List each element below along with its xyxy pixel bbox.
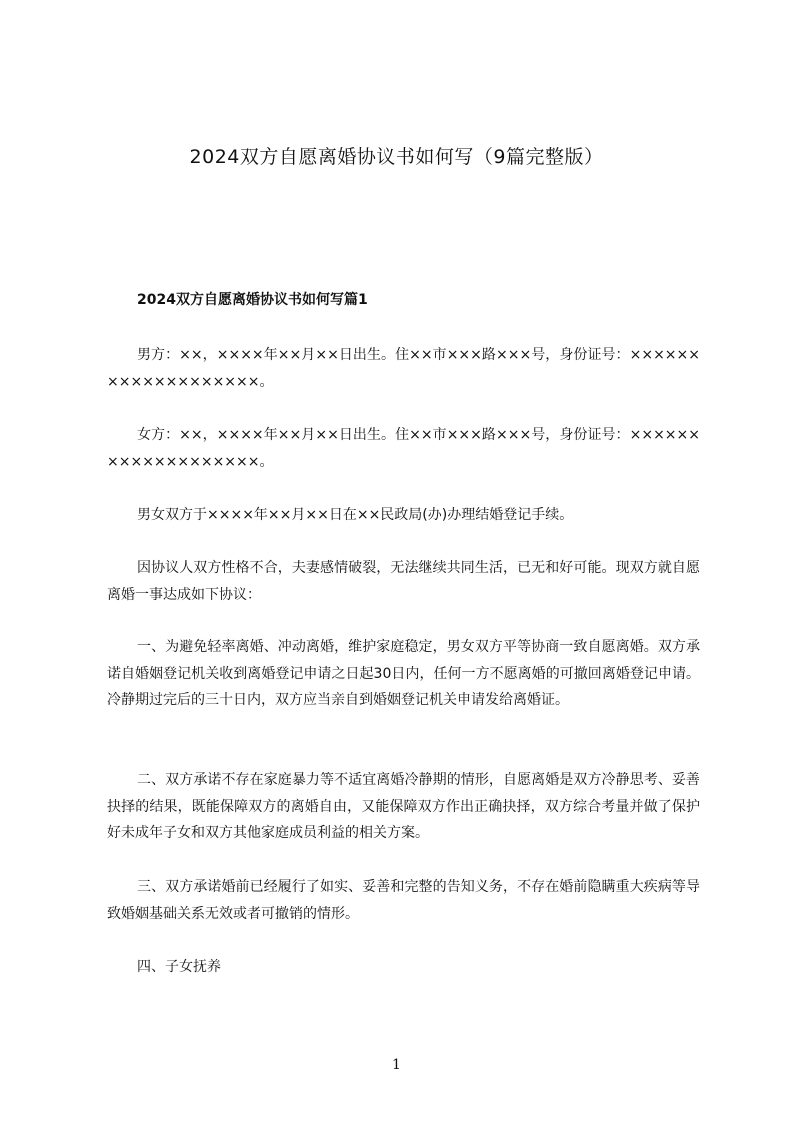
document-title: 2024双方自愿离婚协议书如何写（9篇完整版） <box>189 146 604 168</box>
paragraph-marriage-registration: 男女双方于××××年××月××日在××民政局(办)办理结婚登记手续。 <box>137 507 574 523</box>
paragraph-clause-2: 二、双方承诺不存在家庭暴力等不适宜离婚冷静期的情形，自愿离婚是双方冷静思考、妥善抉择的结果，既能保障双方的离婚自由，又能保障双方作出正确抉择，双方综合考量并做了保护好未成年子女和双方其他家庭成员利益的相关方案。 <box>107 772 700 841</box>
paragraph-clause-1: 一、为避免轻率离婚、冲动离婚，维护家庭稳定，男女双方平等协商一致自愿离婚。双方承诺自婚姻登记机关收到离婚登记申请之日起30日内，任何一方不愿离婚的可撤回离婚登记申请。冷静期过完后的三十日内，双方应当亲自到婚姻登记机关申请发给离婚证。 <box>107 639 700 708</box>
paragraph-male-party: 男方：××，××××年××月××日出生。住××市×××路×××号，身份证号：×××××××××××××××××××。 <box>107 347 700 390</box>
paragraph-clause-3: 三、双方承诺婚前已经履行了如实、妥善和完整的告知义务，不存在婚前隐瞒重大疾病等导致婚姻基础关系无效或者可撤销的情形。 <box>107 879 700 922</box>
paragraph-female-party: 女方：××，××××年××月××日出生。住××市×××路×××号，身份证号：×××××××××××××××××××。 <box>107 427 700 470</box>
paragraph-clause-4-heading: 四、子女抚养 <box>137 959 221 975</box>
paragraph-reason: 因协议人双方性格不合，夫妻感情破裂，无法继续共同生活，已无和好可能。现双方就自愿离婚一事达成如下协议： <box>107 560 700 603</box>
section-heading: 2024双方自愿离婚协议书如何写篇1 <box>137 292 368 308</box>
page-number: 1 <box>392 1057 401 1073</box>
